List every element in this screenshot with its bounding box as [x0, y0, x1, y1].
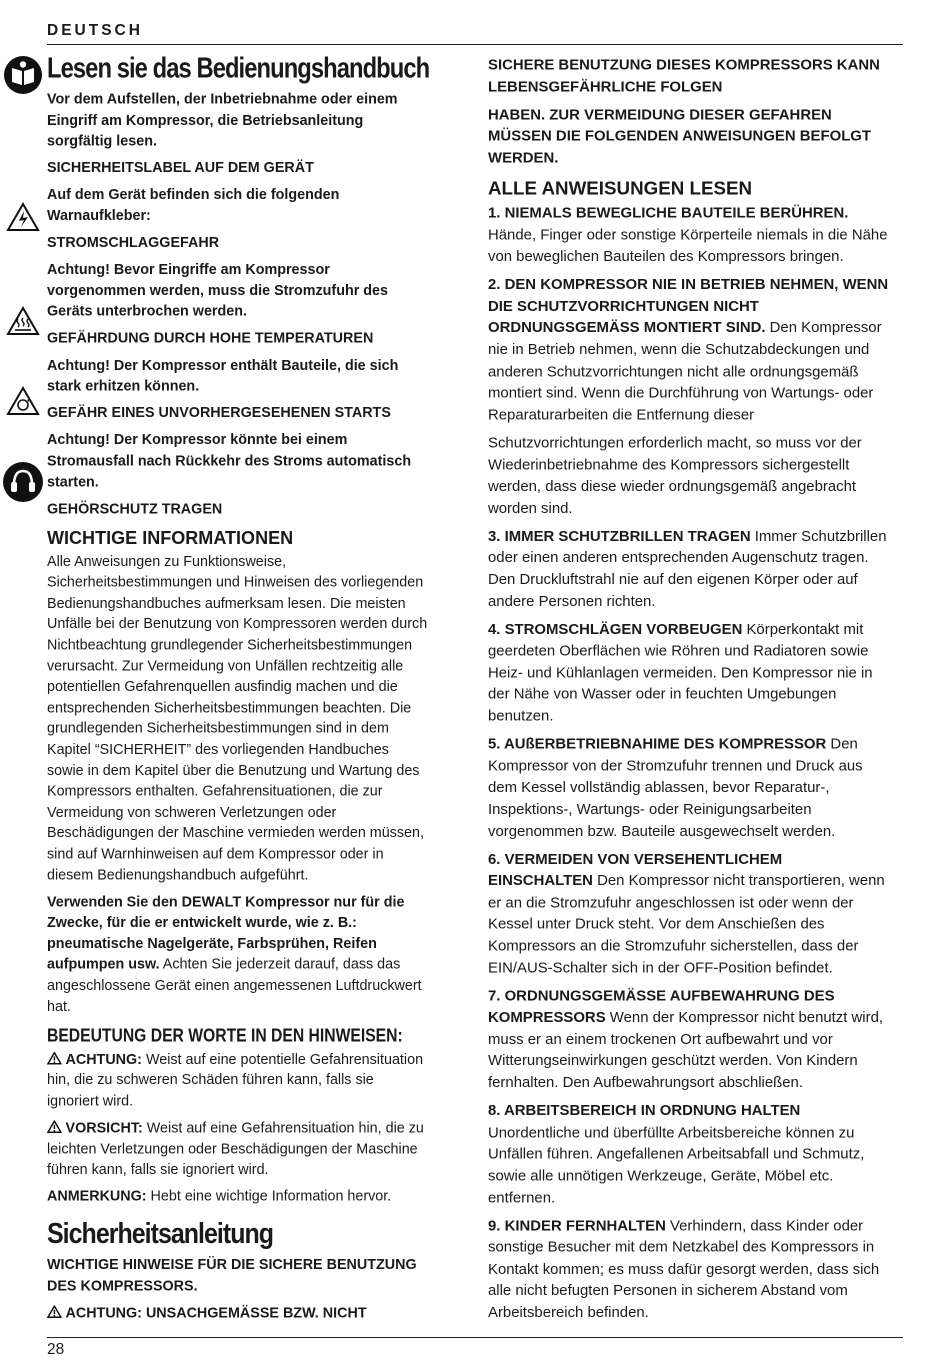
instruction-item: 1. NIEMALS BEWEGLICHE BAUTEILE BERÜHREN. Hände, Finger oder sonstige Körperteile niemals in die Nähe von beweglichen Bauteilen des Kompressors bringen.: [488, 205, 888, 265]
hazard-title-ear: GEHÖRSCHUTZ TRAGEN: [47, 501, 223, 517]
instruction-item: 3. IMMER SCHUTZBRILLEN TRAGEN Immer Schutzbrillen oder einen anderen entsprechenden Augenschutz tragen. Den Druckluftstrahl nie auf den eigenen Körper oder auf andere Personen richten.: [488, 528, 887, 610]
page-title: Lesen sie das Bedienungshandbuch: [47, 51, 430, 85]
bottom-divider: [47, 1337, 903, 1338]
anmerkung-paragraph: ANMERKUNG: Hebt eine wichtige Information hervor.: [47, 1188, 392, 1205]
top-divider: [47, 44, 903, 45]
continued-text-2: HABEN. ZUR VERMEIDUNG DIESER GEFAHREN MÜSSEN DIE FOLGENDEN ANWEISUNGEN BEFOLGT WERDEN.: [488, 106, 872, 167]
hazard-text-start: Achtung! Der Kompressor könnte bei einem Stromausfall nach Rückkehr des Stroms automatisch starten.: [47, 432, 412, 490]
instruction-item: 9. KINDER FERNHALTEN Verhindern, dass Kinder oder sonstige Besucher mit dem Netzkabel des Kompressors in Kontakt kommen; es muss dafür gesorgt werden, dass sich alle nicht befugten Personen in sicherem Abstand vom Arbeitsbereich befinden.: [488, 1217, 880, 1321]
hazard-title-heat: GEFÄHRDUNG DURCH HOHE TEMPERATUREN: [47, 330, 374, 347]
usage-paragraph: [47, 892, 429, 1017]
hazard-title-start: GEFÄHR EINES UNVORHERGESEHENEN STARTS: [47, 405, 391, 422]
instruction-item: 2. DEN KOMPRESSOR NIE IN BETRIEB NEHMEN, WENN DIE SCHUTZVORRICHTUNGEN NICHT ORDNUNGSGEMÄSS MONTIERT SIND. Den Kompressor nie in Betrieb nehmen, wenn die Schutzabdeckungen und anderen Schutzvorrichtungen nicht alle ordnungsgemäß montiert sind. Wenn die Durchführung von Wartungs- oder Reparaturarbeiten die Entfernung dieser: [488, 276, 889, 424]
achtung-paragraph: ACHTUNG: Weist auf eine potentielle Gefahrensituation hin, die zu schweren Schäden führen kann, falls sie ignoriert wird.: [47, 1051, 424, 1110]
info-heading: WICHTIGE INFORMATIONEN: [47, 527, 294, 549]
electric-shock-icon: [6, 202, 40, 232]
warning-triangle-icon: [47, 1052, 62, 1065]
vorsicht-paragraph: VORSICHT: Weist auf eine Gefahrensituation hin, die zu leichten Verletzungen oder Beschädigungen der Maschine führen kann, falls sie ignoriert wird.: [47, 1120, 424, 1178]
instructions-heading: ALLE ANWEISUNGEN LESEN: [488, 178, 753, 200]
hazard-text-heat: Achtung! Der Kompressor enthält Bauteile, die sich stark erhitzen können.: [47, 357, 399, 395]
safety-warning: ACHTUNG: UNSACHGEMÄSSE BZW. NICHT: [47, 1303, 429, 1324]
meaning-heading: BEDEUTUNG DER WORTE IN DEN HINWEISEN:: [47, 1025, 403, 1046]
left-column: [47, 50, 429, 1330]
intro-text: Vor dem Aufstellen, der Inbetriebnahme oder einem Eingriff am Kompressor, die Betriebsanleitung sorgfältig lesen.: [47, 91, 398, 150]
right-column: [488, 55, 888, 1331]
safety-intro: WICHTIGE HINWEISE FÜR DIE SICHERE BENUTZUNG DES KOMPRESSORS.: [47, 1257, 417, 1294]
instruction-item: Schutzvorrichtungen erforderlich macht, so muss vor der Wiederinbetriebnahme des Kompressors sichergestellt werden, dass diese wieder ordnungsgemäß angebracht worden sind.: [488, 434, 862, 517]
warning-triangle-icon: [47, 1120, 62, 1133]
continued-text-1: SICHERE BENUTZUNG DIESES KOMPRESSORS KANN LEBENSGEFÄHRLICHE FOLGEN: [488, 56, 880, 96]
usage-text: Achten Sie jederzeit darauf, dass das angeschlossene Gerät einen angemessenen Luftdruckwert hat.: [47, 956, 422, 1015]
usage-bold: Verwenden Sie den DEWALT Kompressor nur für die Zwecke, für die er entwickelt wurde, wie z. B.: pneumatische Nagelgeräte, Farbsprühen, Reifen aufpumpen usw.: [47, 894, 405, 973]
labels-intro: Auf dem Gerät befinden sich die folgenden Warnaufkleber:: [47, 187, 340, 224]
hazard-text-shock: Achtung! Bevor Eingriffe am Kompressor vorgenommen werden, muss die Stromzufuhr des Geräts unterbrochen werden.: [47, 261, 388, 320]
hazard-title-shock: STROMSCHLAGGEFAHR: [47, 235, 220, 251]
info-text: Alle Anweisungen zu Funktionsweise, Sicherheitsbestimmungen und Hinweisen des vorliegenden Bedienungshandbuches aufmerksam lesen. Die meisten Unfälle bei der Benutzung von Kompressoren werden durch Nichtbeachtung grundlegender Sicherheitsbestimmungen verursacht. Zur Vermeidung von Unfällen rechtzeitig alle potentiellen Gefahrenquellen ausfindig machen und die entsprechenden Sicherheitsbestimmungen beachten. Die grundlegenden Sicherheitsbestimmungen sind in dem Kapitel “SICHERHEIT” des vorliegenden Handbuches sowie in dem Kapitel über die Benutzung und Wartung des Kompressors enthalten. Gefahrensituationen, die zur Vermeidung von schweren Verletzungen oder Beschädigungen der Maschine vermieden werden müssen, sind auf Warnhinweisen auf dem Kompressor oder in diesem Bedienungshandbuch aufgeführt.: [47, 553, 428, 884]
ear-protection-icon: [2, 461, 44, 503]
instruction-item: 8. ARBEITSBEREICH IN ORDNUNG HALTEN Unordentliche und überfüllte Arbeitsbereiche können zu Unfällen führen. Angefallenen Arbeitsabfall und Schmutz, sowie alle unnötigen Werkzeuge, Geräte, Möbel etc. entfernen.: [488, 1102, 865, 1207]
language-label: DEUTSCH: [47, 22, 143, 39]
read-manual-icon: [3, 55, 43, 95]
hot-surface-icon: [6, 306, 40, 336]
safety-title: Sicherheitsanleitung: [47, 1217, 274, 1250]
instruction-item: 5. AUßERBETRIEBNAHIME DES KOMPRESSOR Den Kompressor von der Stromzufuhr trennen und Druck aus dem Kessel vollständig ablassen, bevor Reparatur-, Inspektions-, Wartungs- oder Reinigungsarbeiten vorgenommen bzw. Bauteile ausgewechselt werden.: [488, 736, 863, 840]
labels-heading: SICHERHEITSLABEL AUF DEM GERÄT: [47, 160, 314, 177]
auto-start-icon: [6, 386, 40, 416]
page-number: 28: [47, 1341, 65, 1358]
warning-triangle-icon: [47, 1305, 62, 1318]
instruction-item: 7. ORDNUNGSGEMÄSSE AUFBEWAHRUNG DES KOMPRESSORS Wenn der Kompressor nicht benutzt wird, muss er an einem trockenen Ort aufbewahrt und vor Witterungseinwirkungen geschützt werden. Von Kindern fernhalten. Den Aufbewahrungsort abschließen.: [488, 987, 884, 1092]
instruction-item: 4. STROMSCHLÄGEN VORBEUGEN Körperkontakt mit geerdeten Oberflächen wie Röhren und Radiatoren sowie Heiz- und Kühlanlagen vermeiden. Den Kompressor nie in der Nähe von Wasser oder in feuchten Umgebungen benutzen.: [488, 621, 873, 725]
instruction-item: 6. VERMEIDEN VON VERSEHENTLICHEM EINSCHALTEN Den Kompressor nicht transportieren, wenn er an die Stromzufuhr angeschlossen ist oder wenn der Kessel unter Druck steht. Vor dem Anschießen des Kompressors an die Stromzufuhr sicherstellen, dass der EIN/AUS-Schalter sich in der OFF-Position befindet.: [488, 851, 885, 977]
